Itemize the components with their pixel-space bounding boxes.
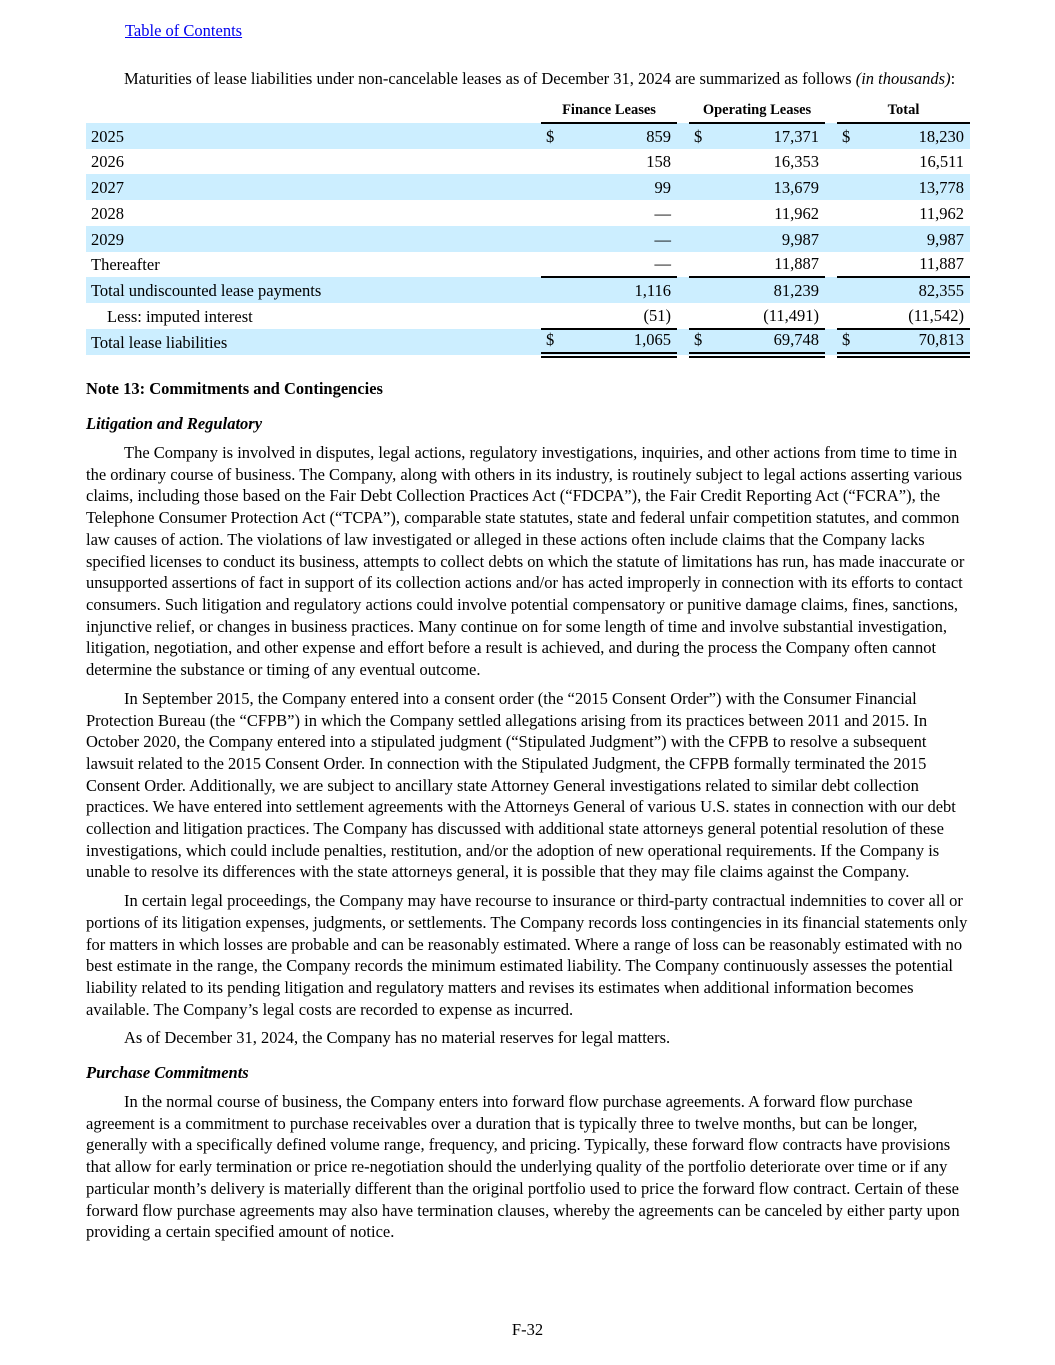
value-cell: 99	[654, 178, 671, 198]
value-cell: 69,748	[709, 329, 825, 355]
dollar-sign-cell: $	[842, 126, 851, 146]
row-label: Less: imputed interest	[107, 307, 253, 327]
table-row	[86, 252, 970, 278]
value-cell: 16,353	[773, 152, 819, 172]
dollar-sign-cell	[689, 303, 709, 329]
dollar-sign-cell	[541, 252, 561, 278]
column-gap	[677, 123, 689, 149]
value-cell: 11,887	[709, 252, 825, 278]
column-header-total: Total	[837, 100, 970, 123]
column-gap	[825, 149, 837, 175]
lease-table-body	[86, 123, 970, 355]
intro-paragraph	[86, 68, 970, 90]
value-cell: 70,813	[857, 329, 970, 355]
lease-maturities-table	[86, 100, 970, 358]
row-label: 2026	[91, 152, 124, 172]
column-gap	[825, 123, 837, 149]
dollar-sign-cell	[541, 303, 561, 329]
column-gap	[825, 174, 837, 200]
value-cell: 1,116	[634, 281, 671, 301]
row-label: 2025	[91, 126, 124, 146]
litigation-paragraph-1: The Company is involved in disputes, legal actions, regulatory investigations, inquiries, and other actions from time to time in the ordinary course of business. The Company, along with others in its industry, is routinely subject to legal actions asserting various claims, including those based on the Fair Debt Collection Practices Act (“FDCPA”), the Fair Credit Reporting Act (“FCRA”), the Telephone Consumer Protection Act (“TCPA”), comparable state statutes, state and federal unfair competition statutes, and common law causes of action. The violations of law investigated or alleged in these actions often include claims that the Company lacks specified licenses to conduct its business, attempts to collect debts on which the statute of limitations has run, has made inaccurate or unsupported assertions of fact in support of its collection actions and/or has acted improperly in connection with its efforts to contact consumers. Such litigation and regulatory actions could involve potential compensatory or punitive damage claims, fines, sanctions, injunctive relief, or changes in business practices. Many continue on for some length of time and involve substantial investigation, litigation, negotiation, and other expense and effort before a result is achieved, and during the process the Company often cannot determine the substance or timing of any eventual outcome.	[86, 443, 965, 680]
intro-suffix: :	[950, 69, 956, 88]
table-of-contents-link[interactable]: Table of Contents	[125, 21, 243, 40]
value-cell: 17,371	[773, 126, 819, 146]
column-gap	[677, 149, 689, 175]
column-gap	[677, 100, 689, 123]
dollar-sign-cell	[689, 149, 709, 175]
intro-italic-text: (in thousands)	[855, 69, 951, 88]
dollar-sign-cell: $	[541, 329, 561, 355]
value-cell: 16,511	[919, 152, 965, 172]
purchase-commitments-paragraph: In the normal course of business, the Company enters into forward flow purchase agreements. A forward flow purchase agreement is a commitment to purchase receivables over a duration that is typically three to twelve months, but can be longer, generally with a specifically defined volume range, frequency, and pricing. Typically, these forward flow contracts have provisions that allow for early termination or price re-negotiation should the underlying quality of the portfolio deteriorate over time or if any particular month’s delivery is materially different than the original portfolio used to price the forward flow contract. Certain of these forward flow purchase agreements may also have termination clauses, whereby the agreements can be canceled by either party upon providing a certain specified amount of notice.	[86, 1092, 960, 1242]
intro-text: Maturities of lease liabilities under non-cancelable leases as of December 31, 2024 are summarized as follows	[124, 69, 856, 88]
column-gap	[677, 303, 689, 329]
dollar-sign-cell	[689, 200, 709, 226]
column-gap	[825, 200, 837, 226]
header-spacer	[86, 100, 541, 123]
column-header-operating-leases: Operating Leases	[689, 100, 825, 123]
column-gap	[825, 226, 837, 252]
dollar-sign-cell	[837, 303, 857, 329]
value-cell: 11,962	[919, 203, 965, 223]
row-label: Thereafter	[91, 255, 160, 275]
value-cell: —	[654, 229, 671, 249]
value-cell: 9,987	[781, 229, 819, 249]
dollar-sign-cell	[689, 277, 709, 303]
dollar-sign-cell: $	[694, 126, 703, 146]
dollar-sign-cell	[837, 226, 857, 252]
row-label: Total undiscounted lease payments	[91, 281, 322, 301]
value-cell: 9,987	[926, 229, 965, 249]
value-cell: 11,887	[857, 252, 970, 278]
litigation-regulatory-heading: Litigation and Regulatory	[86, 414, 263, 434]
dollar-sign-cell: $	[689, 329, 709, 355]
dollar-sign-cell	[541, 174, 561, 200]
table-header-row	[86, 100, 970, 123]
table-row	[86, 123, 970, 149]
value-cell: (11,491)	[709, 303, 825, 329]
page-number: F-32	[511, 1320, 544, 1339]
column-gap	[677, 200, 689, 226]
column-gap	[677, 277, 689, 303]
value-cell: 11,962	[774, 203, 819, 223]
dollar-sign-cell	[689, 252, 709, 278]
table-row	[86, 200, 970, 226]
value-cell: —	[561, 252, 677, 278]
column-header-finance-leases: Finance Leases	[541, 100, 677, 123]
dollar-sign-cell	[837, 200, 857, 226]
row-label: 2028	[91, 203, 124, 223]
litigation-paragraph-4: As of December 31, 2024, the Company has no material reserves for legal matters.	[124, 1028, 671, 1048]
value-cell: (51)	[561, 303, 677, 329]
row-label: 2029	[91, 229, 124, 249]
column-gap	[825, 303, 837, 329]
dollar-sign-cell: $	[546, 126, 555, 146]
value-cell: 859	[646, 126, 671, 146]
value-cell: 13,679	[773, 178, 819, 198]
purchase-commitments-heading: Purchase Commitments	[86, 1063, 249, 1083]
dollar-sign-cell: $	[837, 329, 857, 355]
table-row	[86, 226, 970, 252]
table-row	[86, 174, 970, 200]
litigation-paragraph-2: In September 2015, the Company entered into a consent order (the “2015 Consent Order”) with the Consumer Financial Protection Bureau (the “CFPB”) in which the Company settled allegations arising from its practices between 2011 and 2015. In October 2020, the Company entered into a stipulated judgment (“Stipulated Judgment”) with the CFPB to resolve a subsequent lawsuit related to the 2015 Consent Order. In connection with the Stipulated Judgment, the CFPB formally terminated the 2015 Consent Order. Additionally, we are subject to ancillary state Attorney General investigations related to similar debt collection practices. We have entered into settlement agreements with the Attorneys General of various U.S. states in connection with our debt collection and litigation practices. The Company has discussed with additional state attorneys general potential resolution of these investigations, which could include penalties, restitution, and/or the adoption of new operational requirements. If the Company is unable to resolve its differences with the state attorneys general, it is possible that they may file claims against the Company.	[86, 688, 956, 882]
dollar-sign-cell	[837, 149, 857, 175]
column-gap	[677, 252, 689, 278]
value-cell: 81,239	[773, 281, 819, 301]
value-cell: (11,542)	[857, 303, 970, 329]
column-gap	[677, 226, 689, 252]
litigation-paragraph-3: In certain legal proceedings, the Company may have recourse to insurance or third-party contractual indemnities to cover all or portions of its litigation expenses, judgments, or settlements. The Company records loss contingencies in its financial statements only for matters in which losses are probable and can be reasonably estimated. Where a range of loss can be reasonably estimated with no best estimate in the range, the Company records the minimum estimated liability. The Company continuously assesses the potential liability related to its pending litigation and regulatory matters and revises its estimates when additional information becomes available. The Company’s legal costs are recorded to expense as incurred.	[86, 891, 968, 1019]
column-gap	[677, 174, 689, 200]
dollar-sign-cell	[837, 252, 857, 278]
dollar-sign-cell	[541, 277, 561, 303]
value-cell: —	[654, 203, 671, 223]
table-row	[86, 149, 970, 175]
dollar-sign-cell	[541, 149, 561, 175]
value-cell: 18,230	[918, 126, 965, 146]
note13-heading: Note 13: Commitments and Contingencies	[86, 379, 383, 399]
column-gap	[677, 329, 689, 355]
dollar-sign-cell	[541, 226, 561, 252]
table-row	[86, 303, 970, 329]
column-gap	[825, 329, 837, 355]
table-row	[86, 329, 970, 355]
row-label: 2027	[91, 178, 124, 198]
table-row	[86, 277, 970, 303]
value-cell: 82,355	[918, 281, 965, 301]
column-gap	[825, 252, 837, 278]
row-label: Total lease liabilities	[91, 333, 228, 353]
value-cell: 158	[646, 152, 671, 172]
value-cell: 13,778	[918, 178, 965, 198]
dollar-sign-cell	[689, 174, 709, 200]
dollar-sign-cell	[541, 200, 561, 226]
column-gap	[825, 100, 837, 123]
dollar-sign-cell	[837, 174, 857, 200]
column-gap	[825, 277, 837, 303]
dollar-sign-cell	[837, 277, 857, 303]
value-cell: 1,065	[561, 329, 677, 355]
dollar-sign-cell	[689, 226, 709, 252]
